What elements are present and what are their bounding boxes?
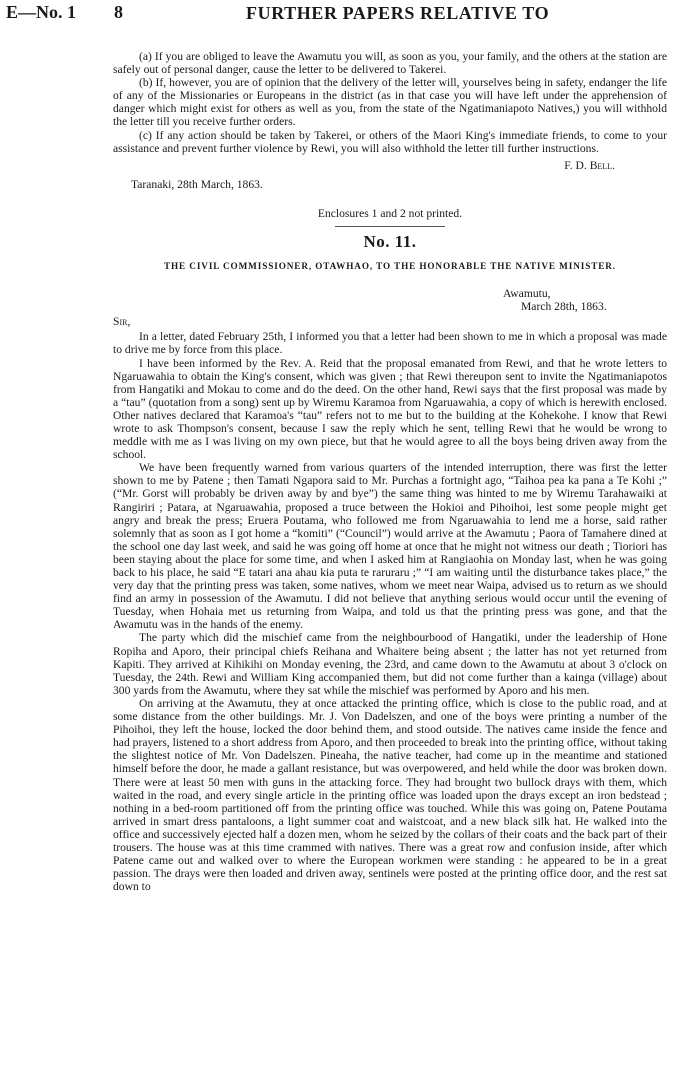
- letter-paragraph: We have been frequently warned from various quarters of the intended interruption, there was first the letter shown to me by Patene ; then Tamati Ngapora said to Mr. Purchas a fortnight ago, “Taihoa pea ka pana a Te Kohi ;” (“Mr. Gorst will probably be driven away by and bye”) the same thing was hinted to me by Wiremu Tarahawaiki at Rangiriri ; Patara, at Ngaruawahia, proposed a truce between the Hokioi and Pihoihoi, lest some people might get angry and break the press; Eruera Poutama, who followed me from Ngaruawahia to lend me a horse, said rather solemnly that as soon as I got home a “komiti” (“Council”) would arrive at the Awamutu ; Paora of Tamahere dined at the school one day last week, and said he was going off home at once that he might not witness our death ; Tioriori has been staying about the place for some time, and when I asked him at Rangiaohia on Monday last, when he was going back to his place, he said “E tatari ana ahau kia puta te raruraru ;” “I am waiting until the disturbance takes place,” the very day that the printing press was taken, some natives, whom we meet near Waipa, advised us to return as we should find an army in possession of the Awamutu. I did not believe that anything serious would occur until the evening of Tuesday, when Hohaia met us returning from Waipa, and told us that the printing press was gone, and that the Awamutu was in the hands of the enemy.: [113, 461, 667, 632]
- letter-addressee: THE CIVIL COMMISSIONER, OTAWHAO, TO THE HONORABLE THE NATIVE MINISTER.: [163, 261, 617, 272]
- letter-date: March 28th, 1863.: [521, 300, 607, 314]
- instruction-a: (a) If you are obliged to leave the Awamutu you will, as soon as you, your family, and the others at the station are safely out of personal danger, cause the letter to be delivered to Takerei.: [113, 50, 667, 77]
- letter-paragraph: I have been informed by the Rev. A. Reid that the proposal emanated from Rewi, and that he wrote letters to Ngaruawahia to obtain the King's consent, which was given ; that Rewi thereupon sent to invite the Ngatimaniapotos from Hangatiki and Mokau to come and do the deed. On the other hand, Rewi says that the first proposal was made by a “tau” (quotation from a song) sent up by Wiremu Karamoa from Ngaruawahia, a copy of which is herewith enclosed. Other natives declared that Karamoa's “tau” refers not to me but to the building at the Kohekohe. I know that Rewi wrote to ask Thompson's consent, because I saw the reply which he sent, telling Rewi that he would be wrong to meddle with me as I was living on my own piece, but that he would agree to all the boys being driven away from the school.: [113, 356, 667, 462]
- instruction-b: (b) If, however, you are of opinion that the delivery of the letter will, yourselves being in safety, endanger the life of any of the Missionaries or Europeans in the district (as in that case you will have left under the apprehension of danger which might exist for others as well as you, from the state of the Ngatimaniapoto Natives,) you will withhold the letter till you receive further orders.: [113, 76, 667, 129]
- letter-paragraph: On arriving at the Awamutu, they at once attacked the printing office, which is close to the public road, and at some distance from the other buildings. Mr. J. Von Dadelszen, and one of the boys were printing a number of the Pihoihoi, they left the house, locked the door behind them, and stood outside. The natives came inside the fence and had prayers, listened to a short address from Aporo, and then proceeded to break into the printing office, without taking the slightest notice of Mr. Von Dadelszen. Pineaha, the native teacher, had come up in the meantime and stationed himself before the door, he made a gallant resistance, but was overpowered, and held while the door was broken down. There were at least 50 men with guns in the attacking force. They had brought two bullock drays with them, which waited in the road, and every single article in the printing office was loaded upon the drays except an iron bedstead ; nothing in a bed-room partitioned off from the printing office was touched. While this was going on, Patene Poutama arrived in smart dress pantaloons, a light summer coat and waistcoat, and a new black silk hat. He walked into the office and successively ejected half a dozen men, whom he seized by the collars of their coats and the back part of their trousers. The house was at this time crammed with natives. There was a great row and confusion inside, after which Patene came out and walked over to where the European workmen were standing : he appeared to be in a great passion. The drays were then loaded and driven away, sentinels were posted at the printing office door, and the rest sat down to: [113, 696, 667, 894]
- signature: F. D. Bell.: [564, 158, 615, 172]
- instruction-c: (c) If any action should be taken by Takerei, or others of the Maori King's immediate friends, to come to your assistance and prevent further violence by Rewi, you will also withhold the letter till further instructions.: [113, 128, 667, 155]
- running-title: FURTHER PAPERS RELATIVE TO: [246, 3, 550, 23]
- letter-paragraph: In a letter, dated February 25th, I informed you that a letter had been shown to me in which a proposal was made to drive me by force from this place.: [113, 330, 667, 357]
- letter-location-date: [503, 287, 667, 313]
- enclosures-note: Enclosures 1 and 2 not printed.: [317, 206, 463, 220]
- salutation: Sir,: [113, 315, 131, 329]
- page-body: [113, 50, 667, 893]
- place-date: Taranaki, 28th March, 1863.: [131, 177, 263, 191]
- page-number: 8: [114, 2, 123, 22]
- letter-location: Awamutu,: [503, 287, 551, 301]
- letter-number: No. 11.: [363, 232, 417, 252]
- letter-paragraph: The party which did the mischief came from the neighbourbood of Hangatiki, under the leadership of Hone Ropiha and Aporo, their principal chiefs Reihana and Whaitere being absent ; the latter has not yet returned from Kapiti. They arrived at Kihikihi on Monday evening, the 23rd, and came down to the Awamutu at about 3 o'clock on Tuesday, the 24th. Rewi and William King accompanied them, but did not come further than a kainga (village) about 300 yards from the Awamutu, where they sat while the mischief was performed by Aporo and his men.: [113, 631, 667, 697]
- running-header: [0, 2, 700, 26]
- paper-reference: E—No. 1: [6, 2, 77, 22]
- divider: [335, 226, 445, 227]
